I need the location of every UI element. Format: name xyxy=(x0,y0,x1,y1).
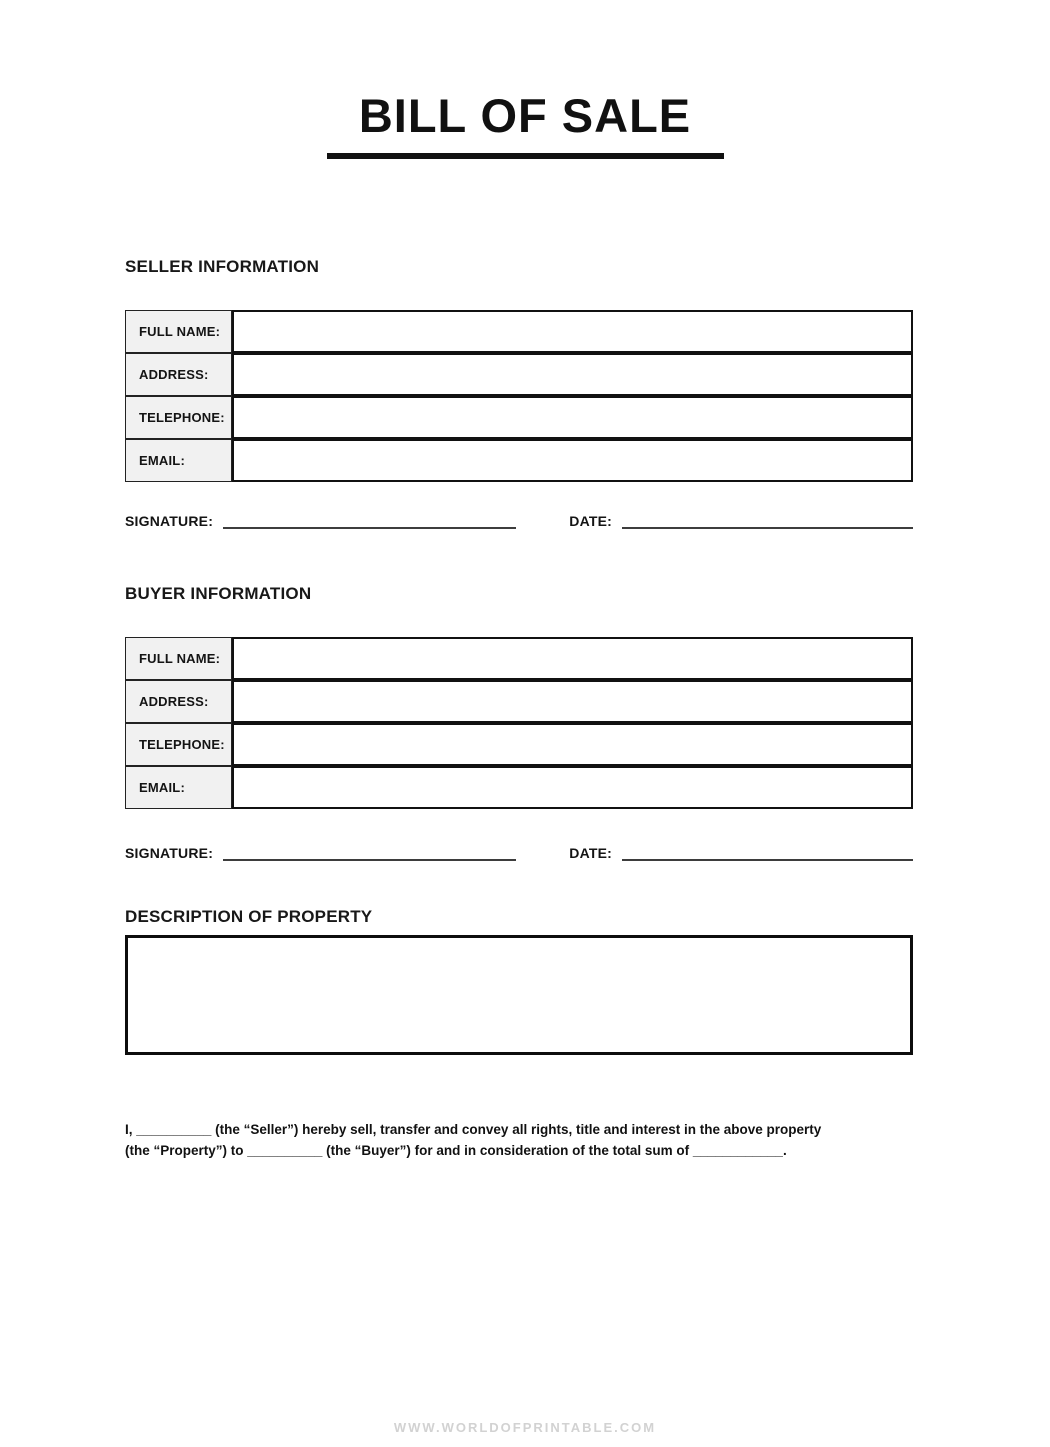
seller-full-name-label: FULL NAME: xyxy=(125,310,232,353)
legal-clause xyxy=(125,1119,913,1161)
table-row xyxy=(125,766,913,809)
table-row xyxy=(125,310,913,353)
buyer-email-label: EMAIL: xyxy=(125,766,232,809)
table-row xyxy=(125,396,913,439)
legal-clause-line-2: (the “Property”) to __________ (the “Buyer”) for and in consideration of the total sum of ____________. xyxy=(125,1143,787,1159)
table-row xyxy=(125,637,913,680)
table-row xyxy=(125,439,913,482)
buyer-telephone-label: TELEPHONE: xyxy=(125,723,232,766)
title-underline-rule xyxy=(327,153,724,159)
seller-telephone-label: TELEPHONE: xyxy=(125,396,232,439)
buyer-full-name-input[interactable] xyxy=(232,637,913,680)
footer-website-text: WWW.WORLDOFPRINTABLE.COM xyxy=(393,1420,657,1435)
buyer-full-name-label: FULL NAME: xyxy=(125,637,232,680)
buyer-section-heading: BUYER INFORMATION xyxy=(125,584,312,604)
seller-address-label: ADDRESS: xyxy=(125,353,232,396)
seller-signature-line[interactable] xyxy=(223,527,516,529)
legal-clause-line-1: I, __________ (the “Seller”) hereby sell, transfer and convey all rights, title and interest in the above property xyxy=(125,1122,822,1138)
buyer-address-label: ADDRESS: xyxy=(125,680,232,723)
buyer-date-group xyxy=(569,843,913,863)
table-row xyxy=(125,353,913,396)
table-row xyxy=(125,680,913,723)
content-column xyxy=(125,257,913,1161)
buyer-address-input[interactable] xyxy=(232,680,913,723)
seller-date-label: DATE: xyxy=(569,513,612,530)
buyer-signature-row xyxy=(125,843,913,863)
seller-fields-table xyxy=(125,310,913,482)
seller-date-line[interactable] xyxy=(622,527,913,529)
seller-full-name-input[interactable] xyxy=(232,310,913,353)
property-section-heading: DESCRIPTION OF PROPERTY xyxy=(125,907,373,927)
seller-date-group xyxy=(569,511,913,531)
seller-email-input[interactable] xyxy=(232,439,913,482)
seller-address-input[interactable] xyxy=(232,353,913,396)
seller-section-heading: SELLER INFORMATION xyxy=(125,257,320,277)
seller-email-label: EMAIL: xyxy=(125,439,232,482)
property-description-box[interactable] xyxy=(125,935,913,1055)
seller-signature-label: SIGNATURE: xyxy=(125,513,214,530)
buyer-telephone-input[interactable] xyxy=(232,723,913,766)
seller-telephone-input[interactable] xyxy=(232,396,913,439)
buyer-signature-line[interactable] xyxy=(223,859,516,861)
buyer-date-label: DATE: xyxy=(569,845,612,862)
buyer-date-line[interactable] xyxy=(622,859,913,861)
buyer-signature-label: SIGNATURE: xyxy=(125,845,214,862)
buyer-fields-table xyxy=(125,637,913,809)
page-title: BILL OF SALE xyxy=(358,89,692,142)
table-row xyxy=(125,723,913,766)
bill-of-sale-document xyxy=(0,88,1050,1435)
buyer-email-input[interactable] xyxy=(232,766,913,809)
seller-signature-row xyxy=(125,511,913,531)
